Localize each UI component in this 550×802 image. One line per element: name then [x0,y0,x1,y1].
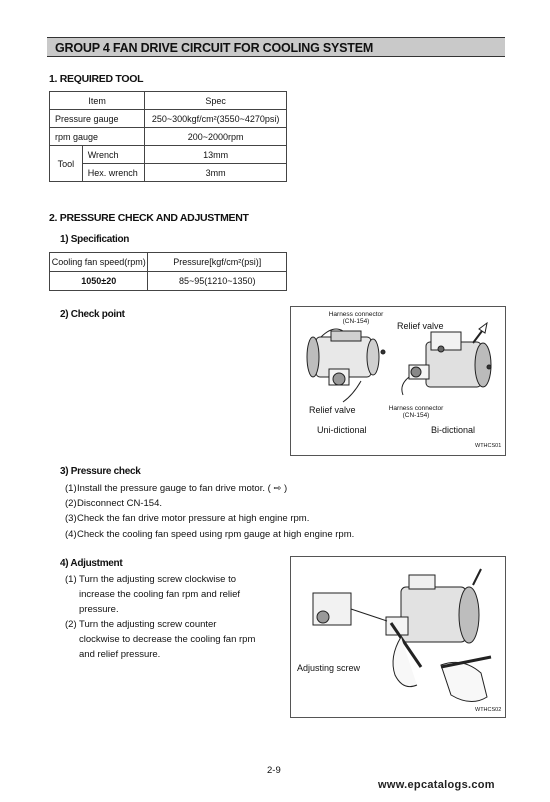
adjusting-screw-label: Adjusting screw [297,663,361,673]
adjustment-title: 4) Adjustment [60,558,123,569]
harness-connector-top-label: Harness connector (CN-154) [328,311,384,325]
list-item: (2) Disconnect CN-154. [65,498,163,509]
section-pressure-check-title: 2. PRESSURE CHECK AND ADJUSTMENT [49,212,249,224]
cell-tool-group: Tool [50,146,83,182]
adjustment-figure [290,556,506,718]
relief-valve-bottom-label: Relief valve [309,405,356,415]
header-pressure: Pressure[kgf/cm²(psi)] [148,253,287,272]
adjustment-list [65,572,270,662]
specification-table [49,252,287,291]
required-tool-table [49,91,287,182]
figure-code: WTHCS01 [475,443,502,449]
header-item: Item [50,92,145,110]
cell-item: Wrench [82,146,145,164]
cell-item: rpm gauge [50,128,145,146]
cell-pressure: 85~95(1210~1350) [148,272,287,291]
list-item: (1) Turn the adjusting screw clockwise to increase the cooling fan rpm and relief pressure. [65,574,241,615]
list-item: (2) Turn the adjusting screw counter clockwise to decrease the cooling fan rpm and relief pressure. [65,619,256,660]
list-item: (1) Install the pressure gauge to fan drive motor. ( ⇨ ) [65,483,288,494]
group-title: GROUP 4 FAN DRIVE CIRCUIT FOR COOLING SYSTEM [47,37,505,57]
cell-spec: 3mm [145,164,287,182]
figure-code: WTHCS02 [475,707,502,713]
harness-connector-bottom-label: Harness connector (CN-154) [388,405,444,419]
section-required-tool-title: 1. REQUIRED TOOL [49,73,144,85]
watermark: www.epcatalogs.com [378,779,495,791]
header-spec: Spec [145,92,287,110]
uni-directional-label: Uni-dictional [317,425,367,435]
list-item: (3) Check the fan drive motor pressure at high engine rpm. [65,513,310,524]
adjusting-screw-illustration [291,557,505,717]
table-row [50,146,287,164]
pressure-check-list [65,481,505,545]
cell-item: Hex. wrench [82,164,145,182]
table-row [50,128,287,146]
table-header-row [50,253,287,272]
bi-directional-label: Bi-dictional [431,425,476,435]
check-point-title: 2) Check point [60,309,125,320]
table-header-row [50,92,287,110]
table-row [50,164,287,182]
cell-item: Pressure gauge [50,110,145,128]
pressure-check-title: 3) Pressure check [60,466,141,477]
cell-spec: 200~2000rpm [145,128,287,146]
relief-valve-top-label: Relief valve [397,321,444,331]
page-number: 2-9 [267,765,281,776]
header-fan-speed: Cooling fan speed(rpm) [50,253,148,272]
table-row [50,110,287,128]
cell-spec: 250~300kgf/cm²(3550~4270psi) [145,110,287,128]
cell-spec: 13mm [145,146,287,164]
list-item: (4) Check the cooling fan speed using rpm gauge at high engine rpm. [65,529,355,540]
cell-fan-speed: 1050±20 [50,272,148,291]
specification-title: 1) Specification [60,234,130,245]
table-row [50,272,287,291]
check-point-figure [290,306,506,456]
